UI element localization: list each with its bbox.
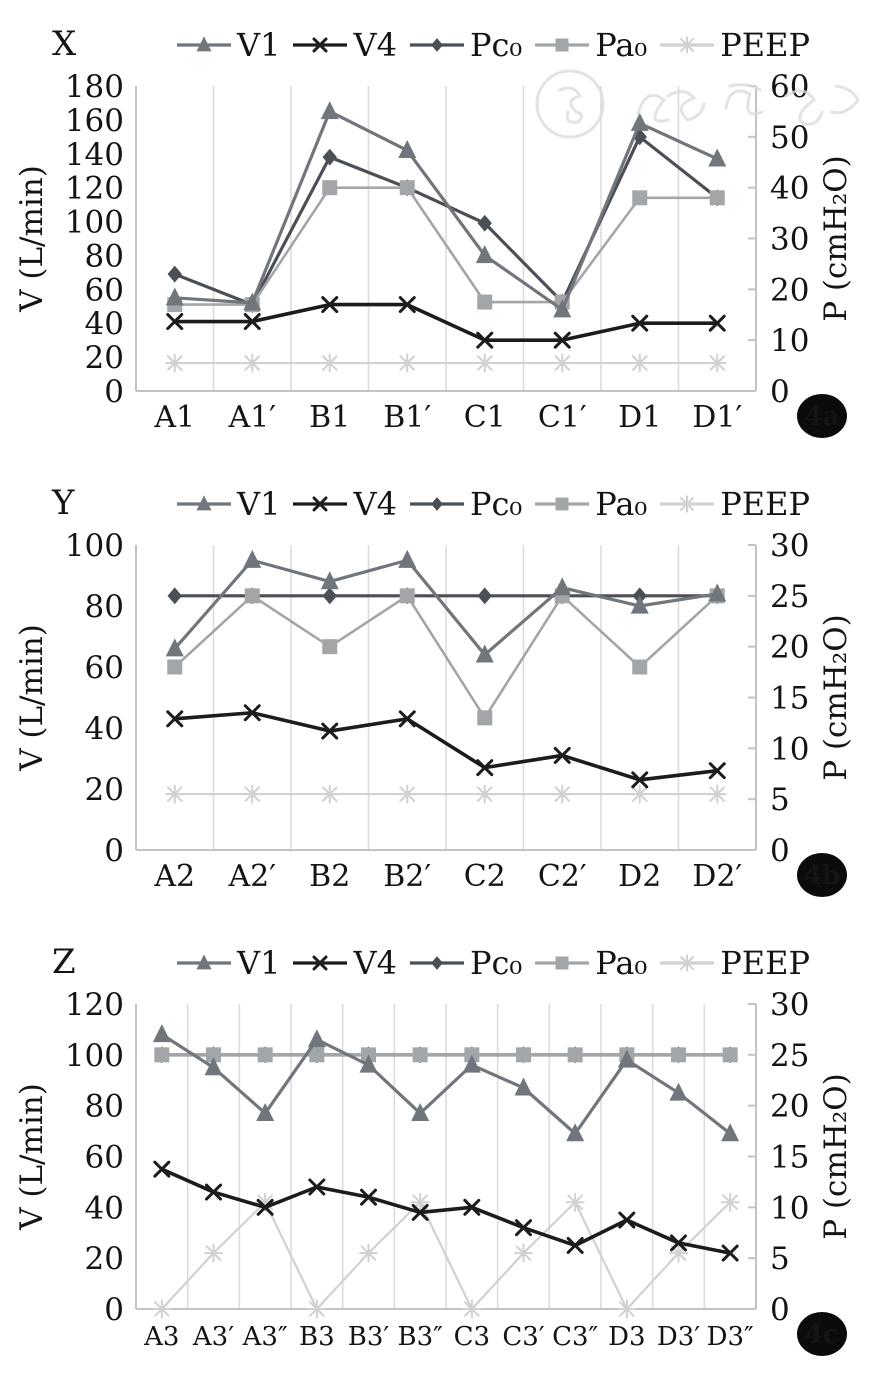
asterisk-marker-icon — [321, 786, 338, 803]
asterisk-marker-icon — [321, 355, 338, 372]
asterisk-marker-icon — [205, 1245, 222, 1262]
svg-text:40: 40 — [770, 170, 810, 207]
svg-text:20: 20 — [770, 272, 810, 309]
svg-text:10: 10 — [770, 731, 810, 768]
svg-text:A1: A1 — [154, 400, 196, 435]
chart-panel-4b — [0, 459, 877, 918]
svg-text:20: 20 — [770, 1088, 810, 1125]
svg-text:20: 20 — [84, 1241, 124, 1278]
legend-item-V1 — [176, 26, 280, 64]
left-axis-ticks — [65, 987, 124, 1328]
asterisk-marker-icon — [244, 355, 261, 372]
svg-text:C3″: C3″ — [552, 1322, 599, 1352]
square-marker-icon — [710, 190, 725, 205]
chart-4c-plot — [0, 982, 877, 1377]
asterisk-marker-icon — [166, 355, 183, 372]
svg-text:D2: D2 — [618, 859, 662, 894]
legend-marker-x-icon — [292, 34, 348, 56]
legend-label-V1: V1 — [237, 485, 281, 523]
svg-text:B2′: B2′ — [383, 859, 432, 894]
legend-item-V1 — [176, 944, 280, 982]
chart-4c-legend — [176, 944, 810, 982]
diamond-marker-icon — [323, 587, 337, 604]
svg-text:100: 100 — [64, 528, 124, 564]
svg-text:30: 30 — [770, 528, 810, 564]
x-axis-labels — [143, 1322, 754, 1352]
left-axis-title: V (L/min) — [14, 165, 50, 312]
svg-text:B3: B3 — [299, 1322, 335, 1352]
chart-4a-title: X — [52, 24, 77, 64]
svg-text:B3′: B3′ — [347, 1322, 390, 1352]
asterisk-marker-icon — [515, 1245, 532, 1262]
svg-text:40: 40 — [84, 711, 124, 747]
svg-text:D3: D3 — [608, 1322, 646, 1352]
asterisk-marker-icon — [463, 1301, 480, 1318]
svg-text:D3″: D3″ — [706, 1322, 754, 1352]
square-marker-icon — [413, 1047, 428, 1062]
square-marker-icon — [671, 1047, 686, 1062]
square-marker-icon — [556, 498, 569, 511]
svg-text:C2: C2 — [463, 859, 506, 894]
legend-label-Pc₀: Pc₀ — [469, 485, 523, 523]
triangle-marker-icon — [398, 140, 416, 158]
asterisk-marker-icon — [631, 355, 648, 372]
legend-marker-x-icon — [292, 952, 348, 974]
triangle-marker-icon — [398, 550, 416, 568]
legend-label-V1: V1 — [237, 26, 281, 64]
asterisk-marker-icon — [399, 355, 416, 372]
svg-text:A2′: A2′ — [228, 859, 277, 894]
square-marker-icon — [167, 660, 182, 675]
triangle-marker-icon — [670, 1083, 688, 1101]
svg-text:A3′: A3′ — [192, 1322, 235, 1352]
square-marker-icon — [477, 295, 492, 310]
asterisk-marker-icon — [476, 786, 493, 803]
legend-item-V1 — [176, 485, 280, 523]
triangle-marker-icon — [166, 287, 184, 305]
asterisk-marker-icon — [567, 1194, 584, 1211]
svg-text:4b: 4b — [803, 861, 841, 891]
square-marker-icon — [556, 39, 569, 52]
square-marker-icon — [516, 1047, 531, 1062]
legend-marker-diamond-icon — [409, 493, 465, 515]
legend-marker-triangle-icon — [176, 493, 232, 515]
svg-text:C1: C1 — [463, 400, 506, 435]
svg-text:D1′: D1′ — [692, 400, 743, 435]
svg-text:80: 80 — [84, 589, 124, 625]
svg-text:D2′: D2′ — [692, 859, 743, 894]
svg-text:A2: A2 — [154, 859, 196, 894]
legend-label-V4: V4 — [353, 485, 397, 523]
svg-text:A3: A3 — [144, 1322, 180, 1352]
svg-text:15: 15 — [770, 1139, 810, 1176]
square-marker-icon — [477, 710, 492, 725]
square-marker-icon — [568, 1047, 583, 1062]
right-axis-title: P (cmH₂O) — [818, 155, 854, 322]
triangle-marker-icon — [153, 1024, 171, 1042]
svg-text:C3′: C3′ — [502, 1322, 545, 1352]
svg-text:160: 160 — [64, 102, 124, 139]
diamond-marker-icon — [478, 587, 492, 604]
chart-4b-legend — [176, 485, 810, 523]
legend-marker-asterisk-icon — [659, 952, 715, 974]
legend-marker-square-icon — [534, 34, 590, 56]
svg-text:100: 100 — [64, 1037, 124, 1074]
legend-label-PEEP: PEEP — [720, 485, 810, 523]
svg-text:20: 20 — [770, 629, 810, 666]
svg-text:140: 140 — [64, 136, 124, 173]
triangle-marker-icon — [243, 550, 261, 568]
square-marker-icon — [322, 639, 337, 654]
left-axis-ticks — [65, 69, 124, 410]
legend-item-Pa₀ — [534, 485, 647, 523]
x-marker-icon — [620, 1213, 634, 1227]
right-axis-title: P (cmH₂O) — [818, 614, 854, 781]
asterisk-marker-icon — [680, 956, 695, 971]
svg-text:10: 10 — [770, 323, 810, 360]
diamond-marker-icon — [323, 149, 337, 166]
legend-marker-triangle-icon — [176, 952, 232, 974]
square-marker-icon — [632, 660, 647, 675]
chart-4b-header — [0, 459, 877, 523]
legend-marker-asterisk-icon — [659, 493, 715, 515]
svg-text:4c: 4c — [805, 1320, 839, 1350]
figure-badge-4b — [797, 853, 847, 897]
square-marker-icon — [400, 588, 415, 603]
svg-text:60: 60 — [84, 272, 124, 309]
svg-text:30: 30 — [770, 987, 810, 1023]
chart-4a-plot — [0, 64, 877, 459]
square-marker-icon — [632, 190, 647, 205]
svg-text:80: 80 — [84, 238, 124, 275]
triangle-marker-icon — [721, 1123, 739, 1141]
svg-text:20: 20 — [84, 340, 124, 377]
svg-text:C3: C3 — [453, 1322, 491, 1352]
svg-text:120: 120 — [64, 987, 124, 1023]
square-marker-icon — [322, 180, 337, 195]
svg-text:20: 20 — [84, 772, 124, 808]
svg-text:10: 10 — [770, 1190, 810, 1227]
svg-text:60: 60 — [84, 1139, 124, 1176]
legend-item-Pc₀ — [409, 944, 522, 982]
svg-text:A1′: A1′ — [228, 400, 277, 435]
svg-text:D3′: D3′ — [656, 1322, 701, 1352]
svg-text:0: 0 — [104, 833, 124, 869]
asterisk-marker-icon — [631, 786, 648, 803]
legend-label-V4: V4 — [353, 944, 397, 982]
legend-marker-square-icon — [534, 952, 590, 974]
asterisk-marker-icon — [244, 786, 261, 803]
svg-text:C2′: C2′ — [537, 859, 587, 894]
triangle-marker-icon — [553, 577, 571, 595]
svg-text:0: 0 — [104, 374, 124, 410]
legend-item-PEEP — [659, 26, 810, 64]
legend-label-Pa₀: Pa₀ — [595, 26, 648, 64]
left-axis-ticks — [65, 528, 124, 869]
svg-text:0: 0 — [770, 374, 790, 410]
left-axis-title: V (L/min) — [14, 624, 50, 771]
legend-label-PEEP: PEEP — [720, 944, 810, 982]
svg-text:180: 180 — [64, 69, 124, 105]
right-axis-ticks — [748, 69, 809, 410]
triangle-marker-icon — [308, 1029, 326, 1047]
square-marker-icon — [154, 1047, 169, 1062]
svg-text:5: 5 — [770, 1241, 790, 1278]
chart-4c-title: Z — [52, 942, 76, 982]
svg-text:60: 60 — [770, 69, 810, 105]
legend-item-V4 — [292, 485, 396, 523]
svg-text:C1′: C1′ — [537, 400, 587, 435]
figure-badge-4a — [797, 394, 847, 438]
legend-marker-diamond-icon — [409, 34, 465, 56]
legend-label-V4: V4 — [353, 26, 397, 64]
asterisk-marker-icon — [680, 497, 695, 512]
asterisk-marker-icon — [360, 1245, 377, 1262]
gridlines — [214, 545, 679, 850]
chart-4a-header — [0, 0, 877, 64]
svg-text:A3″: A3″ — [242, 1322, 288, 1352]
asterisk-marker-icon — [399, 786, 416, 803]
asterisk-marker-icon — [166, 786, 183, 803]
svg-text:40: 40 — [84, 306, 124, 343]
asterisk-marker-icon — [709, 355, 726, 372]
diamond-marker-icon — [431, 956, 443, 970]
legend-item-Pc₀ — [409, 485, 522, 523]
legend-marker-x-icon — [292, 493, 348, 515]
asterisk-marker-icon — [554, 355, 571, 372]
right-axis-ticks — [748, 528, 809, 869]
diamond-marker-icon — [431, 497, 443, 511]
legend-marker-triangle-icon — [176, 34, 232, 56]
svg-text:B2: B2 — [309, 859, 351, 894]
svg-text:25: 25 — [770, 1037, 810, 1074]
svg-text:120: 120 — [64, 170, 124, 207]
legend-label-Pc₀: Pc₀ — [469, 26, 523, 64]
svg-text:60: 60 — [84, 650, 124, 686]
svg-text:30: 30 — [770, 221, 810, 258]
svg-text:B1: B1 — [309, 400, 351, 435]
svg-text:50: 50 — [770, 119, 810, 156]
asterisk-marker-icon — [709, 786, 726, 803]
legend-marker-asterisk-icon — [659, 34, 715, 56]
right-axis-ticks — [748, 987, 809, 1328]
svg-text:15: 15 — [770, 680, 810, 717]
asterisk-marker-icon — [722, 1194, 739, 1211]
diamond-marker-icon — [168, 587, 182, 604]
legend-label-PEEP: PEEP — [720, 26, 810, 64]
legend-item-Pa₀ — [534, 944, 647, 982]
chart-4b-plot — [0, 523, 877, 918]
legend-item-Pc₀ — [409, 26, 522, 64]
svg-text:B1′: B1′ — [383, 400, 432, 435]
legend-label-Pa₀: Pa₀ — [595, 485, 648, 523]
svg-text:B3″: B3″ — [397, 1322, 443, 1352]
chart-4b-title: Y — [52, 483, 75, 523]
square-marker-icon — [723, 1047, 738, 1062]
square-marker-icon — [245, 588, 260, 603]
chart-4a-legend — [176, 26, 810, 64]
asterisk-marker-icon — [476, 355, 493, 372]
svg-text:D1: D1 — [618, 400, 662, 435]
svg-text:0: 0 — [770, 833, 790, 869]
svg-text:0: 0 — [770, 1292, 790, 1328]
figure-badge-4c — [797, 1312, 847, 1356]
asterisk-marker-icon — [554, 786, 571, 803]
legend-item-Pa₀ — [534, 26, 647, 64]
asterisk-marker-icon — [680, 38, 695, 53]
square-marker-icon — [556, 957, 569, 970]
svg-text:4a: 4a — [804, 402, 840, 432]
asterisk-marker-icon — [308, 1301, 325, 1318]
asterisk-marker-icon — [618, 1301, 635, 1318]
legend-label-Pa₀: Pa₀ — [595, 944, 648, 982]
left-axis-title: V (L/min) — [14, 1083, 50, 1230]
svg-text:40: 40 — [84, 1190, 124, 1227]
legend-item-V4 — [292, 944, 396, 982]
svg-text:5: 5 — [770, 782, 790, 819]
svg-text:80: 80 — [84, 1088, 124, 1125]
asterisk-marker-icon — [153, 1301, 170, 1318]
legend-marker-square-icon — [534, 493, 590, 515]
legend-label-Pc₀: Pc₀ — [469, 944, 523, 982]
diamond-marker-icon — [168, 266, 182, 283]
square-marker-icon — [258, 1047, 273, 1062]
triangle-marker-icon — [321, 101, 339, 119]
legend-marker-diamond-icon — [409, 952, 465, 974]
diamond-marker-icon — [431, 38, 443, 52]
legend-item-V4 — [292, 26, 396, 64]
x-axis-labels — [153, 859, 742, 894]
svg-text:100: 100 — [64, 204, 124, 241]
chart-panel-4c — [0, 918, 877, 1377]
legend-item-PEEP — [659, 485, 810, 523]
square-marker-icon — [400, 180, 415, 195]
right-axis-title: P (cmH₂O) — [818, 1073, 854, 1240]
chart-panel-4a — [0, 0, 877, 459]
svg-text:25: 25 — [770, 578, 810, 615]
legend-item-PEEP — [659, 944, 810, 982]
x-marker-icon — [155, 1162, 169, 1176]
x-axis-labels — [153, 400, 742, 435]
legend-label-V1: V1 — [237, 944, 281, 982]
triangle-marker-icon — [631, 113, 649, 131]
svg-text:0: 0 — [104, 1292, 124, 1328]
chart-4c-header — [0, 918, 877, 982]
